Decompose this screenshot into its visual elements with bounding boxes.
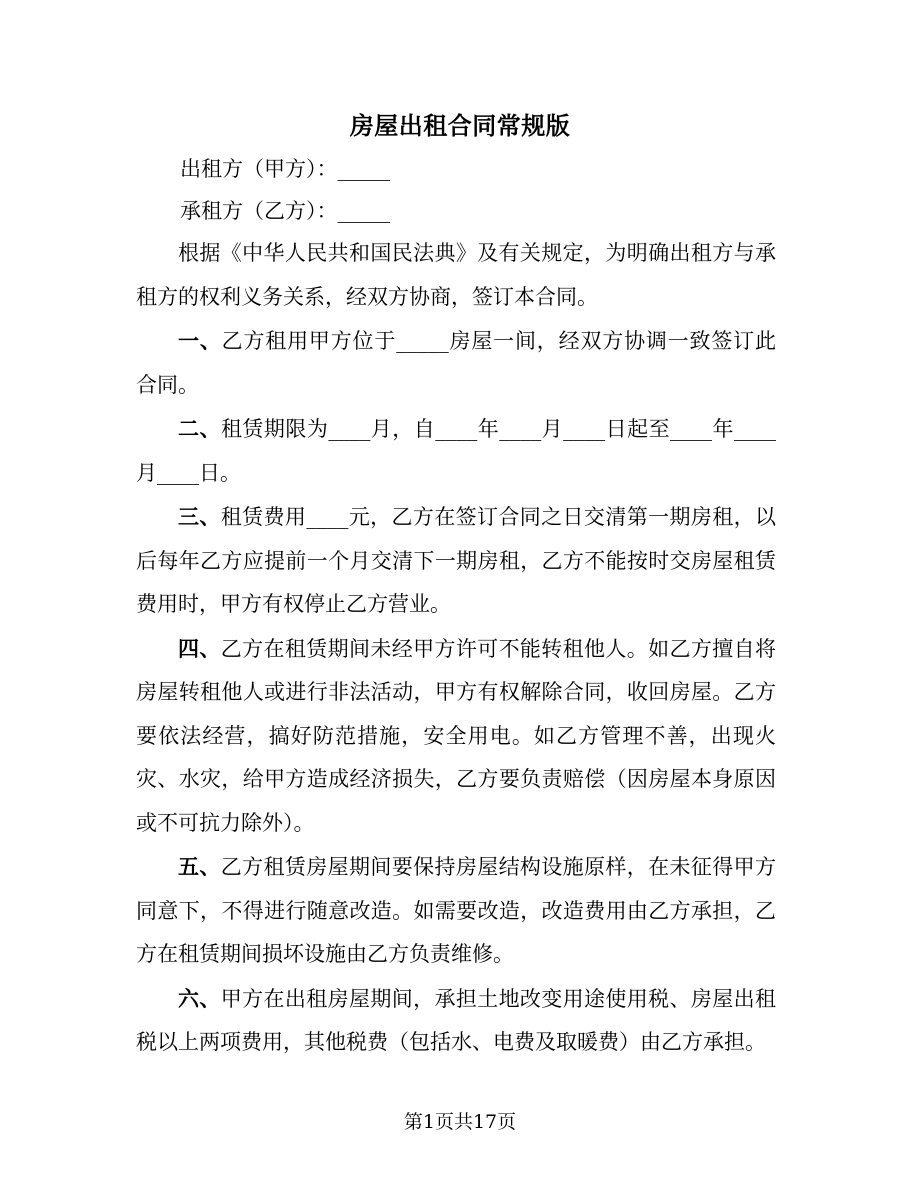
clause-text: 租赁期限为____月，自____年____月____日起至____年____月____日。 <box>136 417 776 485</box>
page-footer: 第1页共17页 <box>403 1111 517 1133</box>
clause-number: 四、 <box>178 635 221 661</box>
clause-number: 二、 <box>178 416 221 441</box>
clause-paragraph <box>136 407 776 495</box>
clause-paragraph <box>136 319 776 407</box>
clause-paragraph <box>136 977 776 1065</box>
clause-text: 乙方在租赁期间未经甲方许可不能转租他人。如乙方擅自将房屋转租他人或进行非法活动，甲方有权解除合同，收回房屋。乙方要依法经营，搞好防范措施，安全用电。如乙方管理不善，出现火灾、水灾，给甲方造成经济损失，乙方要负责赔偿（因房屋本身原因或不可抗力除外）。 <box>136 636 777 835</box>
clause-text: 租赁费用____元，乙方在签订合同之日交清第一期房租，以后每年乙方应提前一个月交清下一期房租，乙方不能按时交房屋租赁费用时，甲方有权停止乙方营业。 <box>136 505 777 616</box>
clause-number: 六、 <box>178 985 221 1011</box>
preamble-paragraph: 根据《中华人民共和国民法典》及有关规定，为明确出租方与承租方的权利义务关系，经双方协商，签订本合同。 <box>136 241 776 309</box>
clause-number: 三、 <box>178 504 221 529</box>
clause-paragraph <box>136 495 776 627</box>
contract-body <box>136 232 776 1065</box>
document-title: 房屋出租合同常规版 <box>349 111 571 140</box>
clause-paragraph <box>136 627 776 846</box>
party-b-line: 承租方（乙方）：_____ <box>180 199 390 223</box>
clause-number: 五、 <box>178 854 221 879</box>
clause-text: 乙方租用甲方位于_____房屋一间，经双方协调一致签订此合同。 <box>136 329 776 397</box>
clause-paragraph <box>136 845 776 977</box>
clause-text: 甲方在出租房屋期间，承担土地改变用途使用税、房屋出租税以上两项费用，其他税费（包括水、电费及取暖费）由乙方承担。 <box>136 986 777 1054</box>
clause-number: 一、 <box>178 328 222 353</box>
party-a-line: 出租方（甲方）：_____ <box>180 157 390 181</box>
clause-text: 乙方租赁房屋期间要保持房屋结构设施原样，在未征得甲方同意下，不得进行随意改造。如需要改造，改造费用由乙方承担，乙方在租赁期间损坏设施由乙方负责维修。 <box>136 855 777 966</box>
